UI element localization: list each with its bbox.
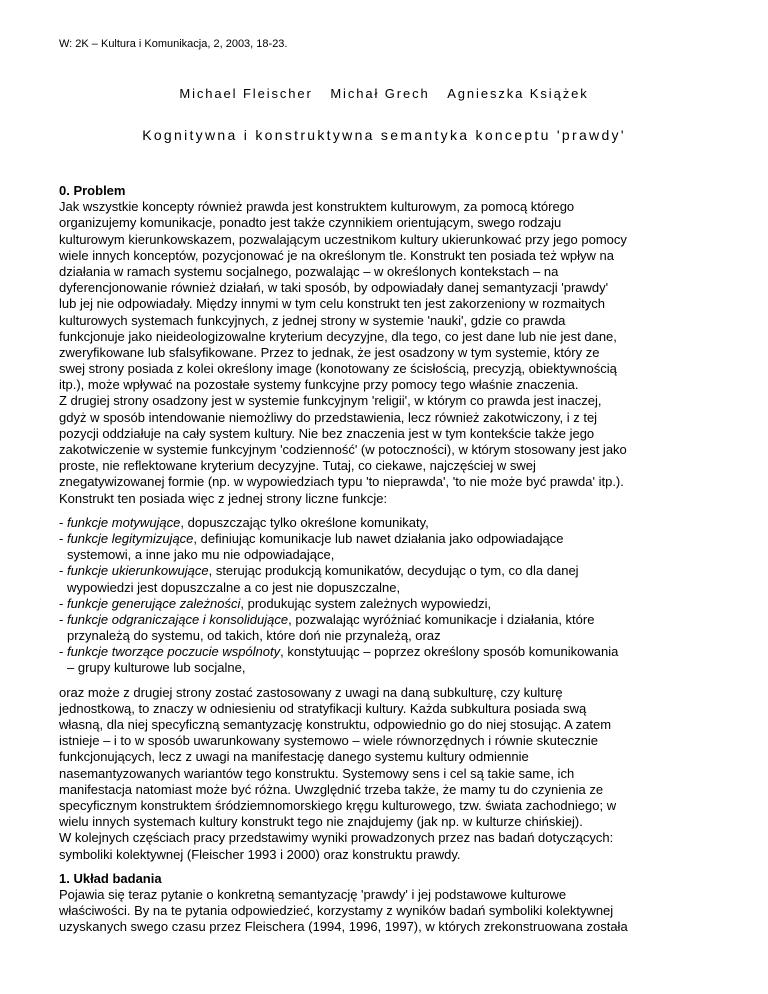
text-line: oraz może z drugiej strony zostać zastosowany z uwagi na daną subkulturę, czy kulturę [59,684,563,700]
section-heading: 1. Układ badania [59,870,162,886]
paragraph [59,887,719,936]
text-line: wielu innych systemach kultury konstrukt tego nie znajdujemy (jak np. w kulturze chińskiej). [59,814,583,830]
text-line: Jak wszystkie koncepty również prawda jest konstruktem kulturowym, za pomocą którego [59,199,575,215]
text-line: funkcjonujących, lecz z uwagi na manifestację danego systemu kultury odmiennie [59,749,529,765]
text-line: jednostkową, to znaczy w odniesieniu od stratyfikacji kultury. Każda subkultura posiada swą [59,700,587,716]
function-description: , konstytuując – poprzez określony sposób komunikowania [280,644,619,660]
text-line: proste, nie reflektowane kryterium decyzyjne. Tutaj, co ciekawe, najczęściej w swej [59,458,536,474]
text-line: znegatywizowanej formie (np. w wypowiedziach typu 'to nieprawda', 'to nie może być prawda' itp.). [59,474,624,490]
text-line: Z drugiej strony osadzony jest w systemie funkcyjnym 'religii', w którym co prawda jest inaczej, [59,393,602,409]
function-description: , sterując produkcją komunikatów, decydując o tym, co dla danej [208,563,579,579]
text-line: funkcjonuje jako nieideologizowalne kryterium decyzyjne, dla tego, co jest dane lub nie jest dane, [59,328,617,344]
function-description: , dopuszczając tylko określone komunikaty, [180,514,429,530]
article-body [59,183,719,935]
function-list [59,515,719,677]
text-line: działania w ramach systemu socjalnego, pozwalając – w określonych kontekstach – na [59,263,559,279]
function-term: funkcje motywujące [66,514,181,530]
text-line: Konstrukt ten posiada więc z jednej strony liczne funkcje: [59,490,388,506]
list-item: - funkcje tworzące poczucie wspólnoty, konstytuując – poprzez określony sposób komunikowania [59,644,619,660]
author-list [0,86,768,102]
text-line: gdyż w sposób intendowanie niemożliwy do przedstawienia, lecz również zakotwiczony, i z tej [59,409,598,425]
text-line: kulturowym kierunkowskazem, pozwalającym uczestnikom kultury ukierunkować przy jego pomocy [59,231,627,247]
text-line: uzyskanych swego czasu przez Fleischera (1994, 1996, 1997), w których zrekonstruowana została [59,919,628,935]
text-line: specyficznym konstruktem śródziemnomorskiego kręgu kulturowego, tzw. świata zachodniego; w [59,797,617,813]
text-line: swej strony posiada z kolei określony image (konotowany ze ścisłością, precyzją, obiektywnością [59,361,617,377]
text-line: nasemantyzowanych wariantów tego konstruktu. Systemowy sens i cel są takie same, ich [59,765,575,781]
text-line: Pojawia się teraz pytanie o konkretną semantyzację 'prawdy' i jej podstawowe kulturowe [59,886,567,902]
list-item: - funkcje ukierunkowujące, sterując produkcją komunikatów, decydując o tym, co dla danej [59,563,579,579]
article-title: Kognitywna i konstruktywna semantyka konceptu 'prawdy' [142,127,626,143]
text-line: symboliki kolektywnej (Fleischer 1993 i 2000) oraz konstruktu prawdy. [59,846,461,862]
text-line: manifestacja natomiast może być różna. Uwzględnić trzeba także, że mamy tu do czynienia ze [59,781,604,797]
text-line: wiele innych konceptów, pozycjonować je na określonym tle. Konstrukt ten posiada też wpływ na [59,247,614,263]
author-name: Agnieszka Książek [447,86,589,101]
function-term: funkcje ukierunkowujące [66,563,209,579]
text-line: itp.), może wpływać na pozostałe systemy funkcyjne przy pomocy tego właśnie znaczenia. [59,377,579,393]
text-line: lub jej nie odpowiadały. Między innymi w tym celu konstrukt ten jest zakorzeniony w rozmaitych [59,296,605,312]
text-line: zakotwiczenie w systemie funkcyjnym 'codzienność' (w potoczności), w którym stosowany jest jako [59,442,627,457]
function-description: , definiując komunikacje lub nawet działania jako odpowiadające [193,530,564,546]
list-item-continuation: systemowi, a inne jako mu nie odpowiadające, [67,547,335,563]
list-item: - funkcje odgraniczające i konsolidujące, pozwalając wyróżniać komunikacje i działania, które [59,611,595,627]
list-item-continuation: przynależą do systemu, od takich, które doń nie przynależą, oraz [67,628,441,644]
function-term: funkcje odgraniczające i konsolidujące [66,611,289,627]
list-item: - funkcje generujące zależności, produkując system zależnych wypowiedzi, [59,595,492,611]
text-line: zweryfikowane lub sfalsyfikowane. Przez to jednak, że jest osadzony w tym systemie, który ze [59,344,600,360]
list-item: - funkcje legitymizujące, definiując komunikacje lub nawet działania jako odpowiadające [59,530,564,546]
function-description: , pozwalając wyróżniać komunikacje i działania, które [288,611,595,627]
text-line: dyferencjonowanie również działań, w taki sposób, by odpowiadały danej semantyzacji 'prawdy' [59,280,609,296]
function-description: , produkując system zależnych wypowiedzi, [240,595,492,611]
list-item-continuation: wypowiedzi jest dopuszczalne a co jest nie dopuszczalne, [67,579,401,595]
paragraph [59,685,719,863]
text-line: kulturowych systemach funkcyjnych, z jednej strony w systemie 'nauki', gdzie co prawda [59,312,566,328]
text-line: W kolejnych częściach pracy przedstawimy wyniki prowadzonych przez nas badań dotyczących: [59,830,614,846]
paragraph [59,199,719,507]
author-name: Michał Grech [330,86,430,101]
text-line: istnieje – i to w sposób uwarunkowany systemowo – wiele równorzędnych i równie skutecznie [59,733,599,749]
text-line: własną, dla niej specyficzną semantyzację konstruktu, odpowiednio go do niej stosując. A zatem [59,717,612,732]
text-line: organizujemy komunikacje, ponadto jest także czynnikiem orientującym, swego rodzaju [59,215,562,231]
function-term: funkcje generujące zależności [66,595,241,611]
text-line: pozycji oddziałuje na cały system kultury. Nie bez znaczenia jest w tym kontekście także jego [59,425,595,441]
text-line: właściwości. By na te pytania odpowiedzieć, korzystamy z wyników badań symboliki kolektywnej [59,903,614,919]
author-name: Michael Fleischer [179,86,313,101]
function-term: funkcje legitymizujące [66,530,194,546]
list-item: - funkcje motywujące, dopuszczając tylko określone komunikaty, [59,514,429,530]
list-item-continuation: – grupy kulturowe lub socjalne, [67,660,246,676]
citation-header: W: 2K – Kultura i Komunikacja, 2, 2003, 18-23. [59,38,288,50]
function-term: funkcje tworzące poczucie wspólnoty [66,644,281,660]
section-heading: 0. Problem [59,183,126,198]
